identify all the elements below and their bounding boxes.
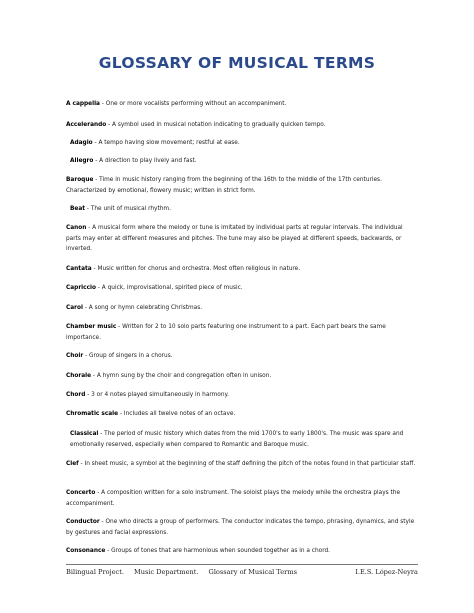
entry-term: Allegro (70, 158, 94, 164)
footer-school: I.E.S. López-Neyra (355, 568, 418, 576)
entry-term: Consonance (66, 548, 106, 554)
glossary-entry (66, 264, 418, 275)
glossary-entry (66, 156, 418, 167)
glossary-entry (66, 390, 418, 401)
entry-term: Chorale (66, 373, 92, 379)
entry-definition: - 3 or 4 notes played simultaneously in harmony. (85, 392, 229, 398)
entry-term: Chord (66, 392, 86, 398)
footer-divider (66, 564, 418, 565)
footer-project: Bilingual Project. (66, 568, 124, 576)
entry-definition: - A tempo having slow movement; restful at ease. (92, 140, 240, 146)
entry-term: Classical (70, 431, 99, 437)
entry-definition: - A direction to play lively and fast. (93, 158, 197, 164)
entry-term: Carol (66, 305, 83, 311)
entry-definition: - In sheet music, a symbol at the beginning of the staff defining the pitch of the notes found in that particular staff. (78, 461, 416, 467)
entry-definition: - Time in music history ranging from the beginning of the 16th to the middle of the 17th centuries. Characterized by emotional, flowery music; written in strict form. (66, 177, 382, 194)
glossary-entry (66, 351, 418, 362)
entry-definition: - Includes all twelve notes of an octave. (118, 411, 236, 417)
entry-term: Chamber music (66, 324, 117, 330)
glossary-entry (66, 488, 418, 509)
entry-term: A cappella (66, 101, 100, 107)
glossary-entry (66, 459, 418, 470)
footer-left (66, 568, 297, 576)
entry-definition: - Music written for chorus and orchestra. Most often religious in nature. (91, 266, 301, 272)
entry-definition: - A quick, improvisational, spirited piece of music. (96, 285, 243, 291)
entry-definition: - Group of singers in a chorus. (83, 353, 173, 359)
glossary-entry (66, 546, 418, 557)
entry-definition: - One who directs a group of performers. The conductor indicates the tempo, phrasing, dynamics, and style by gestures and facial expressions. (66, 519, 415, 536)
entry-term: Baroque (66, 177, 94, 183)
glossary-entry (66, 371, 418, 382)
glossary-entry (66, 204, 418, 215)
entry-term: Capriccio (66, 285, 97, 291)
entry-term: Canon (66, 225, 87, 231)
entry-term: Choir (66, 353, 84, 359)
entry-definition: - The unit of musical rhythm. (85, 206, 171, 212)
entry-term: Clef (66, 461, 79, 467)
page-footer (66, 568, 418, 576)
glossary-entry (66, 138, 418, 149)
glossary-entry (66, 303, 418, 314)
glossary-entry (66, 223, 418, 255)
entry-definition: - A composition written for a solo instrument. The soloist plays the melody while the orchestra plays the accompaniment. (66, 490, 401, 507)
glossary-entry (66, 409, 418, 420)
glossary-entry (66, 283, 418, 294)
entry-definition: - Groups of tones that are harmonious when sounded together as in a chord. (105, 548, 331, 554)
glossary-entry (66, 429, 418, 450)
entry-definition: - A song or hymn celebrating Christmas. (83, 305, 203, 311)
footer-department: Music Department. (133, 568, 199, 576)
entry-definition: - A symbol used in musical notation indicating to gradually quicken tempo. (106, 122, 326, 128)
page-title: GLOSSARY OF MUSICAL TERMS (98, 54, 376, 72)
entry-definition: - Written for 2 to 10 solo parts featuring one instrument to a part. Each part bears the same importance. (66, 324, 386, 341)
entry-definition: - The period of music history which dates from the mid 1700's to early 1800's. The music was spare and emotionally reserved, especially when compared to Romantic and Baroque music. (70, 431, 404, 448)
entry-term: Chromatic scale (66, 411, 119, 417)
entry-definition: - A musical form where the melody or tune is imitated by individual parts at regular intervals. The individual parts may enter at different measures and pitches. The tune may also be played at different speeds, backwards, or inverted. (66, 225, 403, 252)
entry-definition: - A hymn sung by the choir and congregation often in unison. (91, 373, 272, 379)
entry-term: Beat (70, 206, 86, 212)
entry-term: Adagio (70, 140, 93, 146)
glossary-entry (66, 99, 418, 110)
entry-term: Conductor (66, 519, 100, 525)
glossary-entry (66, 517, 418, 538)
footer-doc-name: Glossary of Musical Terms (208, 568, 297, 576)
glossary-entry (66, 120, 418, 131)
entry-term: Concerto (66, 490, 96, 496)
entry-term: Cantata (66, 266, 92, 272)
glossary-entry (66, 175, 418, 196)
entry-term: Accelerando (66, 122, 107, 128)
glossary-entry (66, 322, 418, 343)
entry-definition: - One or more vocalists performing without an accompaniment. (99, 101, 287, 107)
